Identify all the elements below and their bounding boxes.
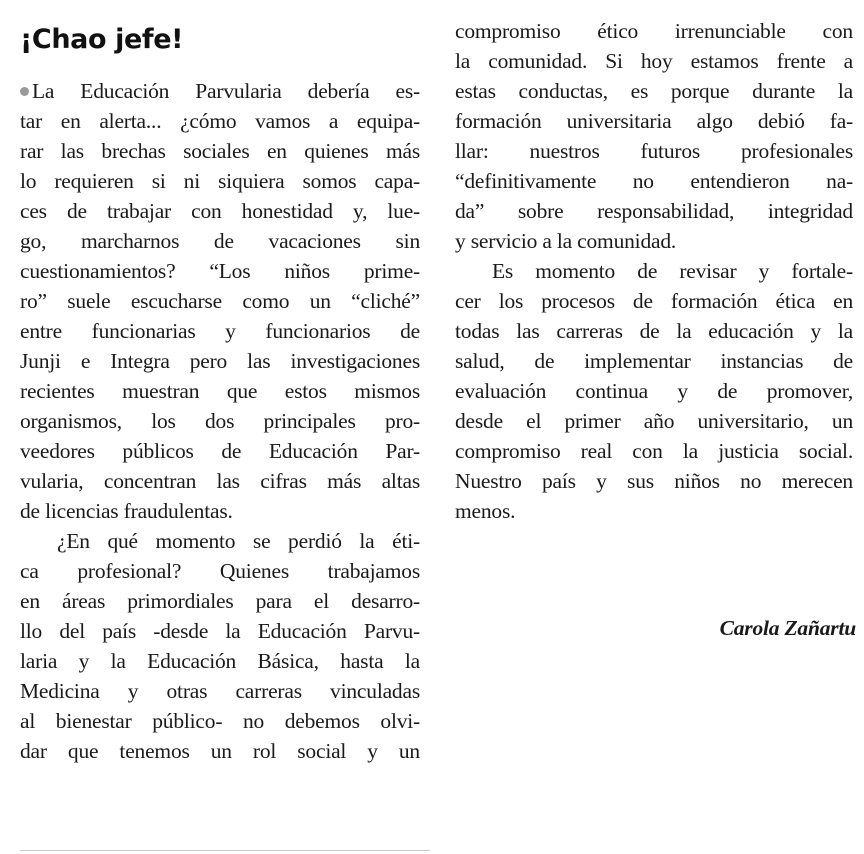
body-line: go, marcharnos de vacaciones sin xyxy=(20,229,420,253)
headline: ¡Chao jefe! xyxy=(20,24,184,55)
body-line: Medicina y otras carreras vinculadas xyxy=(20,679,420,703)
body-line: todas las carreras de la educación y la xyxy=(455,319,853,343)
body-line: cer los procesos de formación ética en xyxy=(455,289,853,313)
body-line: al bienestar público- no debemos olvi- xyxy=(20,709,420,733)
body-line: llar: nuestros futuros profesionales xyxy=(455,139,853,163)
body-line: estas conductas, es porque durante la xyxy=(455,79,853,103)
body-line: salud, de implementar instancias de xyxy=(455,349,853,373)
body-line xyxy=(20,76,420,106)
body-line: ces de trabajar con honestidad y, lue- xyxy=(20,199,420,223)
body-line: de licencias fraudulentas. xyxy=(20,499,233,523)
body-line: veedores públicos de Educación Par- xyxy=(20,439,420,463)
body-line: compromiso ético irrenunciable con xyxy=(455,19,853,43)
body-line: vularia, concentran las cifras más altas xyxy=(20,469,420,493)
body-line: Es momento de revisar y fortale- xyxy=(492,259,853,283)
body-line: Junji e Integra pero las investigaciones xyxy=(20,349,420,373)
body-line-text: La Educación Parvularia debería es- xyxy=(32,79,420,103)
body-line: compromiso real con la justicia social. xyxy=(455,439,853,463)
body-line: ro” suele escucharse como un “cliché” xyxy=(20,289,420,313)
body-line: dar que tenemos un rol social y un xyxy=(20,739,420,763)
body-line: ¿En qué momento se perdió la éti- xyxy=(57,529,420,553)
body-line: recientes muestran que estos mismos xyxy=(20,379,420,403)
body-line: rar las brechas sociales en quienes más xyxy=(20,139,420,163)
body-line: Nuestro país y sus niños no merecen xyxy=(455,469,853,493)
body-line: tar en alerta... ¿cómo vamos a equipa- xyxy=(20,109,420,133)
body-line: menos. xyxy=(455,499,516,523)
body-line: en áreas primordiales para el desarro- xyxy=(20,589,420,613)
body-line: desde el primer año universitario, un xyxy=(455,409,853,433)
body-line: formación universitaria algo debió fa- xyxy=(455,109,853,133)
body-line: y servicio a la comunidad. xyxy=(455,229,677,253)
body-line: “definitivamente no entendieron na- xyxy=(455,169,853,193)
body-line: entre funcionarias y funcionarios de xyxy=(20,319,420,343)
body-line: organismos, los dos principales pro- xyxy=(20,409,420,433)
body-line: ca profesional? Quienes trabajamos xyxy=(20,559,420,583)
body-line: laria y la Educación Básica, hasta la xyxy=(20,649,420,673)
bullet-icon xyxy=(20,87,29,96)
body-line: da” sobre responsabilidad, integridad xyxy=(455,199,853,223)
author-signature: Carola Zañartu xyxy=(719,616,856,640)
body-line: cuestionamientos? “Los niños prime- xyxy=(20,259,420,283)
body-line: llo del país -desde la Educación Parvu- xyxy=(20,619,420,643)
body-line: lo requieren si ni siquiera somos capa- xyxy=(20,169,420,193)
body-line: evaluación continua y de promover, xyxy=(455,379,853,403)
body-line: la comunidad. Si hoy estamos frente a xyxy=(455,49,853,73)
bottom-divider xyxy=(20,850,430,851)
